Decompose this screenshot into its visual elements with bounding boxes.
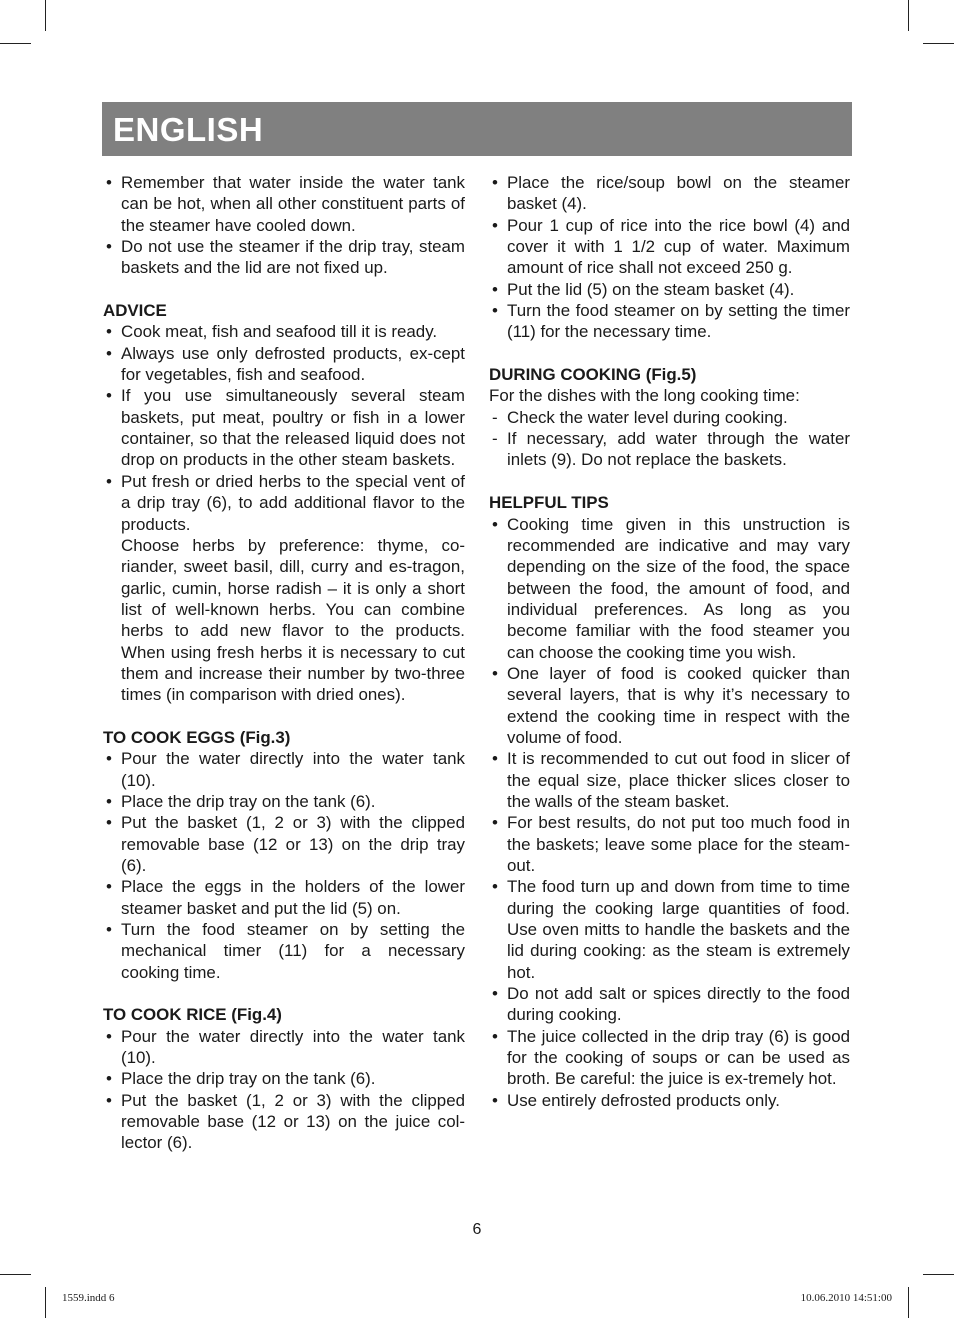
list-item [489,1090,850,1111]
crop-mark [45,0,46,31]
bullet: • [492,984,498,1004]
list-item [489,514,850,663]
advice-continuation: Choose herbs by preference: thyme, co-riander, sweet basil, dill, curry and es-tragon, garlic, cumin, horse radish – it is only a short list of well-known herbs. You can combine herbs to add new flavor to the products. When using fresh herbs it is necessary to cut them and increase their number by two-three times (in comparison with dried ones). [121,535,465,705]
bullet: • [492,663,498,683]
advice-list [103,321,465,705]
list-item [103,1026,465,1069]
bullet: • [106,749,112,769]
header-title: ENGLISH [113,111,264,148]
language-header [102,102,852,156]
list-item [489,748,850,812]
bullet: • [106,920,112,940]
item-text: Cooking time given in this unstruction is recommended are indicative and may vary depending on the size of the food, the space between the food, the amount of food, and individual preferences. As long as you become familiar with the food steamer you can choose the cooking time you wish. [507,514,850,662]
item-text: Turn the food steamer on by setting the mechanical timer (11) for a necessary cooking time. [121,920,465,982]
item-text: Do not add salt or spices directly to the food during cooking. [507,984,850,1025]
item-text: Place the drip tray on the tank (6). [121,1069,376,1089]
item-text: Turn the food steamer on by setting the timer (11) for the necessary time. [507,301,850,342]
bullet: • [106,173,112,192]
rice-continued-list [489,172,850,343]
bullet: • [106,1026,112,1046]
item-text: One layer of food is cooked quicker than several layers, that is why it’s necessary to extend the cooking time in respect with the volume of food. [507,663,850,747]
dash: - [492,407,498,427]
item-text: Place the eggs in the holders of the lower steamer basket and put the lid (5) on. [121,877,465,918]
list-item [103,343,465,386]
section-heading-rice: TO COOK RICE (Fig.4) [103,1005,282,1025]
list-item [103,172,465,236]
rice-list [103,1026,465,1154]
bullet: • [106,386,112,406]
list-item [103,876,465,919]
item-text: If necessary, add water through the water inlets (9). Do not replace the baskets. [507,429,850,470]
bullet: • [492,1026,498,1046]
list-item [103,321,465,342]
bullet: • [492,301,498,321]
during-cooking-intro: For the dishes with the long cooking time: [489,386,800,406]
item-text: For best results, do not put too much food in the baskets; leave some place for the steam-out. [507,813,850,875]
item-text: Put fresh or dried herbs to the special vent of a drip tray (6), to add additional flavor to the products. [121,471,465,534]
eggs-list [103,748,465,983]
bullet: • [106,1090,112,1110]
file-slug: 1559.indd 6 [62,1292,115,1304]
item-text: Place the rice/soup bowl on the steamer basket (4). [507,173,850,214]
list-item [103,236,465,279]
intro-list [103,172,465,279]
list-item [489,407,850,428]
crop-mark [908,0,909,31]
item-text: Put the basket (1, 2 or 3) with the clipped removable base (12 or 13) on the juice col-lector (6). [121,1090,465,1153]
item-text: Use entirely defrosted products only. [507,1090,780,1110]
section-heading-eggs: TO COOK EGGS (Fig.3) [103,727,291,747]
list-item [489,279,850,300]
section-heading-advice: ADVICE [103,301,167,321]
bullet: • [492,279,498,299]
list-item [489,876,850,983]
crop-mark [0,43,31,44]
bullet: • [106,791,112,811]
list-item [489,428,850,471]
item-text: Do not use the steamer if the drip tray, steam baskets and the lid are not fixed up. [121,237,465,278]
section-heading-during-cooking: DURING COOKING (Fig.5) [489,365,697,385]
item-text: Check the water level during cooking. [507,407,788,427]
crop-mark [45,1287,46,1318]
page-number: 6 [472,1221,482,1238]
bullet: • [492,1090,498,1110]
item-text: Pour 1 cup of rice into the rice bowl (4) and cover it with 1 1/2 cup of water. Maximum amount of rice shall not exceed 250 g. [507,215,850,278]
bullet: • [106,322,112,342]
during-cooking-list [489,407,850,471]
list-item [489,1026,850,1090]
list-item [103,919,465,983]
list-item [489,300,850,343]
bullet: • [492,877,498,897]
list-item [103,471,465,535]
bullet: • [492,215,498,235]
list-item [489,215,850,279]
bullet: • [492,173,498,192]
bullet: • [492,514,498,534]
list-item [103,1068,465,1089]
item-text: Always use only defrosted products, ex-cept for vegetables, fish and seafood. [121,343,465,385]
item-text: Pour the water directly into the water tank (10). [121,749,465,790]
item-text: Place the drip tray on the tank (6). [121,791,376,811]
list-item [103,791,465,812]
bullet: • [106,813,112,833]
list-item [103,1090,465,1154]
item-text: The food turn up and down from time to time during the cooking large quantities of food. Use oven mitts to handle the baskets and the lid during cooking: as the steam is extremely hot. [507,877,850,982]
bullet: • [106,1069,112,1089]
bullet: • [106,471,112,491]
bullet: • [492,813,498,833]
item-text: Cook meat, fish and seafood till it is ready. [121,322,438,342]
item-text: Put the lid (5) on the steam basket (4). [507,279,795,299]
item-text: Put the basket (1, 2 or 3) with the clipped removable base (12 or 13) on the drip tray (6). [121,813,465,875]
list-item [489,812,850,876]
crop-mark [908,1287,909,1318]
section-heading-helpful-tips: HELPFUL TIPS [489,493,609,513]
helpful-tips-list [489,514,850,1112]
bullet: • [492,749,498,769]
crop-mark [0,1274,31,1275]
list-item [489,172,850,215]
right-column [489,172,850,1111]
list-item [103,385,465,470]
item-text: It is recommended to cut out food in slicer of the equal size, place thicker slices closer to the walls of the steam basket. [507,749,850,811]
timestamp-slug: 10.06.2010 14:51:00 [800,1292,892,1304]
item-text: The juice collected in the drip tray (6) is good for the cooking of soups or can be used as broth. Be careful: the juice is ex-tremely hot. [507,1026,850,1089]
list-item [103,812,465,876]
crop-mark [923,43,954,44]
bullet: • [106,877,112,897]
item-text: If you use simultaneously several steam baskets, put meat, poultry or fish in a lower container, so that the released liquid does not drop on products in the other steam baskets. [121,386,465,470]
list-item [489,663,850,748]
bullet: • [106,343,112,363]
item-text: Remember that water inside the water tank can be hot, when all other constituent parts of the steamer have cooled down. [121,173,465,235]
item-text: Pour the water directly into the water tank (10). [121,1026,465,1068]
bullet: • [106,237,112,257]
crop-mark [923,1274,954,1275]
dash: - [492,429,498,449]
list-item [103,748,465,791]
list-item [489,983,850,1026]
left-column [103,172,465,1154]
